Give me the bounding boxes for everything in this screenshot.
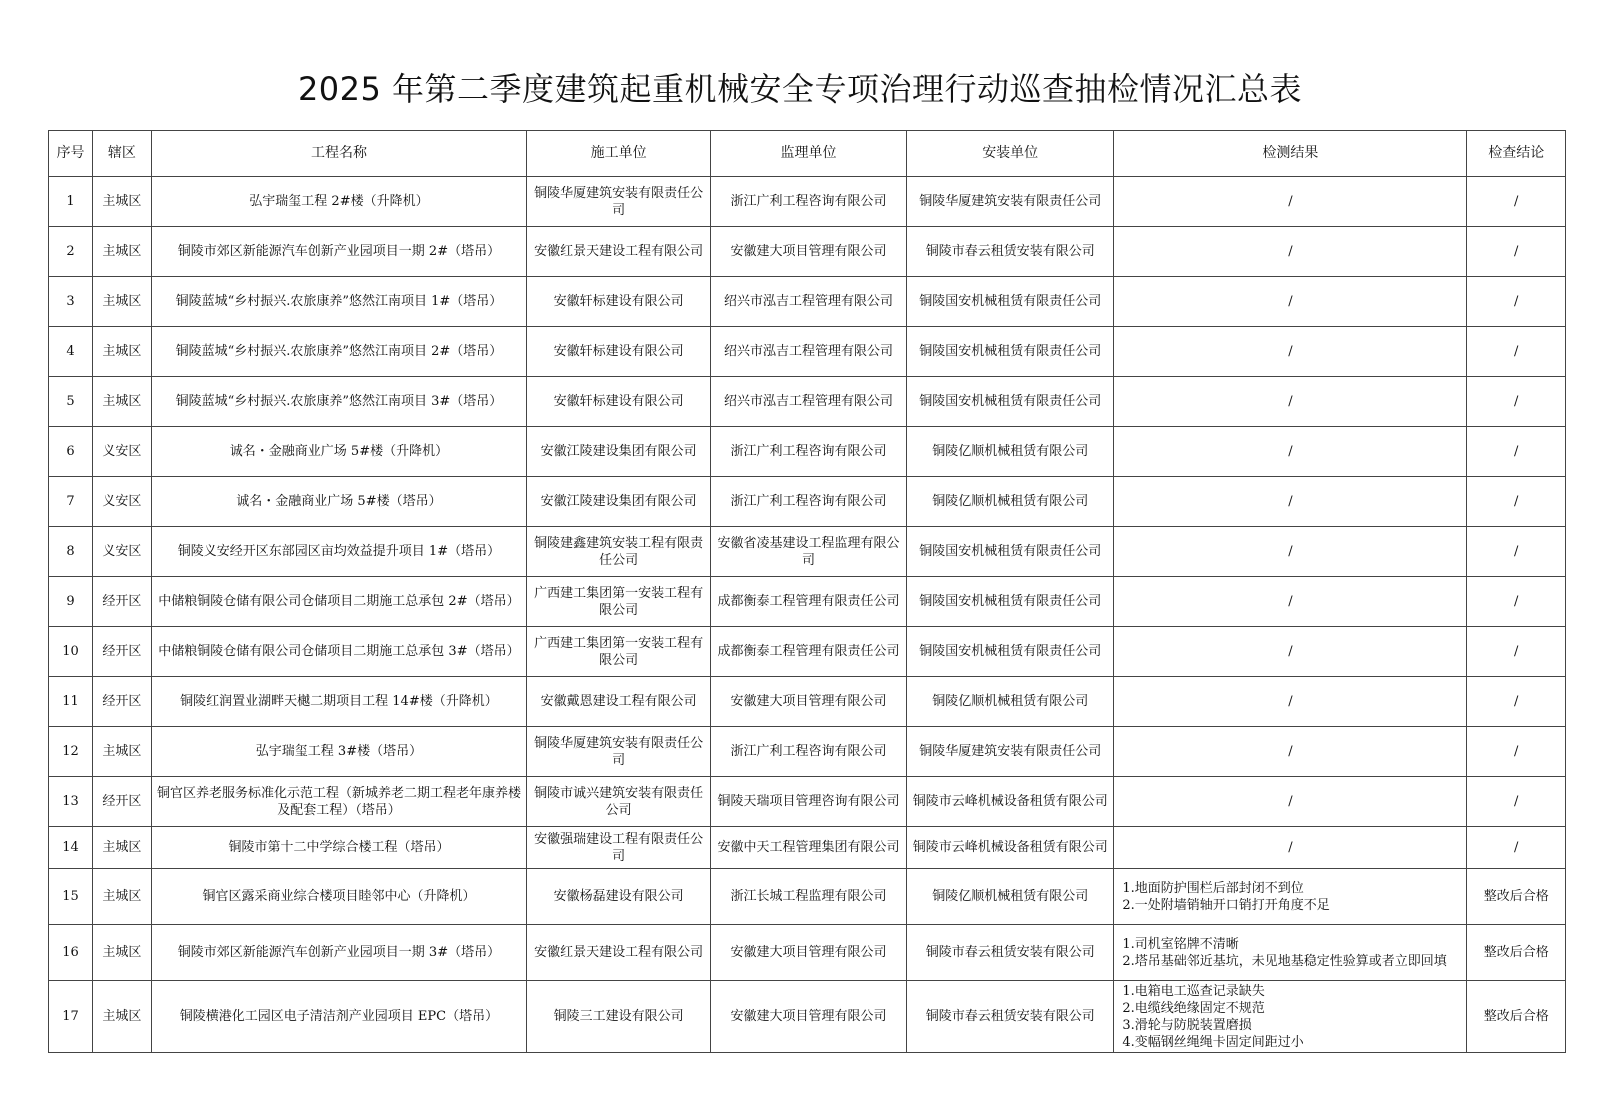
row-supervisor: 安徽省凌基建设工程监理有限公司 — [711, 527, 907, 577]
row-inspection-results: / — [1114, 777, 1467, 827]
row-contractor: 广西建工集团第一安装工程有限公司 — [527, 627, 711, 677]
row-index: 11 — [49, 677, 93, 727]
row-conclusion: / — [1467, 627, 1566, 677]
row-conclusion: / — [1467, 177, 1566, 227]
row-project-name: 铜官区露采商业综合楼项目睦邻中心（升降机） — [151, 869, 527, 925]
row-inspection-results: / — [1114, 277, 1467, 327]
row-conclusion: / — [1467, 777, 1566, 827]
row-index: 7 — [49, 477, 93, 527]
table-row — [49, 377, 1566, 427]
row-supervisor: 浙江广利工程咨询有限公司 — [711, 427, 907, 477]
header-index: 序号 — [49, 131, 93, 177]
table-row — [49, 327, 1566, 377]
table-row — [49, 627, 1566, 677]
result-item: 1.电箱电工巡查记录缺失 — [1122, 983, 1265, 999]
row-district: 主城区 — [93, 327, 152, 377]
table-header — [49, 131, 1566, 177]
result-item: 2.一处附墙销轴开口销打开角度不足 — [1122, 897, 1330, 913]
row-supervisor: 安徽建大项目管理有限公司 — [711, 227, 907, 277]
row-supervisor: 成都衡泰工程管理有限责任公司 — [711, 627, 907, 677]
table-row — [49, 227, 1566, 277]
row-index: 16 — [49, 925, 93, 981]
row-inspection-results: / — [1114, 227, 1467, 277]
row-installer: 铜陵亿顺机械租赁有限公司 — [907, 869, 1114, 925]
result-item: 2.塔吊基础邻近基坑，未见地基稳定性验算或者立即回填 — [1122, 953, 1447, 969]
row-project-name: 铜陵横港化工园区电子清洁剂产业园项目 EPC（塔吊） — [151, 981, 527, 1053]
row-district: 主城区 — [93, 727, 152, 777]
row-project-name: 弘宇瑞玺工程 3#楼（塔吊） — [151, 727, 527, 777]
row-conclusion: / — [1467, 827, 1566, 869]
row-contractor: 安徽轩标建设有限公司 — [527, 277, 711, 327]
row-district: 经开区 — [93, 577, 152, 627]
row-project-name: 铜陵市第十二中学综合楼工程（塔吊） — [151, 827, 527, 869]
row-supervisor: 浙江长城工程监理有限公司 — [711, 869, 907, 925]
row-installer: 铜陵亿顺机械租赁有限公司 — [907, 427, 1114, 477]
table-row — [49, 925, 1566, 981]
table-row — [49, 981, 1566, 1053]
row-supervisor: 浙江广利工程咨询有限公司 — [711, 727, 907, 777]
row-inspection-results: / — [1114, 677, 1467, 727]
row-conclusion: / — [1467, 677, 1566, 727]
header-results: 检测结果 — [1114, 131, 1467, 177]
row-contractor: 安徽强瑞建设工程有限责任公司 — [527, 827, 711, 869]
row-index: 3 — [49, 277, 93, 327]
row-installer: 铜陵市春云租赁安装有限公司 — [907, 227, 1114, 277]
row-contractor: 广西建工集团第一安装工程有限公司 — [527, 577, 711, 627]
row-installer: 铜陵华厦建筑安装有限责任公司 — [907, 727, 1114, 777]
table-row — [49, 477, 1566, 527]
row-district: 主城区 — [93, 227, 152, 277]
row-project-name: 铜陵市郊区新能源汽车创新产业园项目一期 2#（塔吊） — [151, 227, 527, 277]
result-item: 3.滑轮与防脱装置磨损 — [1122, 1017, 1252, 1033]
row-installer: 铜陵华厦建筑安装有限责任公司 — [907, 177, 1114, 227]
row-inspection-results: / — [1114, 727, 1467, 777]
table-row — [49, 277, 1566, 327]
table-row — [49, 177, 1566, 227]
row-index: 2 — [49, 227, 93, 277]
row-installer: 铜陵国安机械租赁有限责任公司 — [907, 277, 1114, 327]
row-index: 14 — [49, 827, 93, 869]
row-contractor: 铜陵华厦建筑安装有限责任公司 — [527, 727, 711, 777]
row-index: 8 — [49, 527, 93, 577]
row-installer: 铜陵市春云租赁安装有限公司 — [907, 925, 1114, 981]
row-district: 主城区 — [93, 177, 152, 227]
header-contractor: 施工单位 — [527, 131, 711, 177]
row-supervisor: 绍兴市泓吉工程管理有限公司 — [711, 377, 907, 427]
row-district: 经开区 — [93, 677, 152, 727]
row-contractor: 安徽杨磊建设有限公司 — [527, 869, 711, 925]
row-project-name: 铜陵市郊区新能源汽车创新产业园项目一期 3#（塔吊） — [151, 925, 527, 981]
row-project-name: 弘宇瑞玺工程 2#楼（升降机） — [151, 177, 527, 227]
row-supervisor: 安徽建大项目管理有限公司 — [711, 981, 907, 1053]
row-supervisor: 安徽建大项目管理有限公司 — [711, 925, 907, 981]
row-supervisor: 浙江广利工程咨询有限公司 — [711, 177, 907, 227]
row-inspection-results: / — [1114, 377, 1467, 427]
row-district: 主城区 — [93, 277, 152, 327]
table-row — [49, 427, 1566, 477]
table-row — [49, 727, 1566, 777]
table-row — [49, 869, 1566, 925]
row-inspection-results: / — [1114, 577, 1467, 627]
table-row — [49, 527, 1566, 577]
row-inspection-results: / — [1114, 427, 1467, 477]
inspection-summary-table — [48, 130, 1566, 1053]
row-project-name: 铜官区养老服务标准化示范工程（新城养老二期工程老年康养楼及配套工程）（塔吊） — [151, 777, 527, 827]
row-district: 主城区 — [93, 377, 152, 427]
row-conclusion: / — [1467, 327, 1566, 377]
row-inspection-results: / — [1114, 627, 1467, 677]
row-index: 6 — [49, 427, 93, 477]
table-row — [49, 777, 1566, 827]
row-inspection-results: / — [1114, 827, 1467, 869]
row-index: 17 — [49, 981, 93, 1053]
row-conclusion: / — [1467, 377, 1566, 427]
header-district: 辖区 — [93, 131, 152, 177]
row-supervisor: 浙江广利工程咨询有限公司 — [711, 477, 907, 527]
row-conclusion: / — [1467, 227, 1566, 277]
row-supervisor: 铜陵天瑞项目管理咨询有限公司 — [711, 777, 907, 827]
row-contractor: 安徽红景天建设工程有限公司 — [527, 227, 711, 277]
row-contractor: 铜陵华厦建筑安装有限责任公司 — [527, 177, 711, 227]
row-contractor: 安徽红景天建设工程有限公司 — [527, 925, 711, 981]
row-district: 经开区 — [93, 627, 152, 677]
row-project-name: 中储粮铜陵仓储有限公司仓储项目二期施工总承包 3#（塔吊） — [151, 627, 527, 677]
row-project-name: 铜陵蓝城“乡村振兴.农旅康养”悠然江南项目 3#（塔吊） — [151, 377, 527, 427]
row-conclusion: 整改后合格 — [1467, 869, 1566, 925]
row-index: 15 — [49, 869, 93, 925]
row-installer: 铜陵亿顺机械租赁有限公司 — [907, 677, 1114, 727]
row-district: 义安区 — [93, 527, 152, 577]
row-installer: 铜陵国安机械租赁有限责任公司 — [907, 377, 1114, 427]
table-row — [49, 827, 1566, 869]
row-contractor: 铜陵三工建设有限公司 — [527, 981, 711, 1053]
row-index: 12 — [49, 727, 93, 777]
row-project-name: 诚名・金融商业广场 5#楼（升降机） — [151, 427, 527, 477]
header-row — [49, 131, 1566, 177]
row-conclusion: / — [1467, 477, 1566, 527]
row-project-name: 铜陵蓝城“乡村振兴.农旅康养”悠然江南项目 2#（塔吊） — [151, 327, 527, 377]
row-installer: 铜陵亿顺机械租赁有限公司 — [907, 477, 1114, 527]
result-item: 4.变幅钢丝绳绳卡固定间距过小 — [1122, 1034, 1304, 1050]
row-contractor: 安徽轩标建设有限公司 — [527, 377, 711, 427]
row-supervisor: 绍兴市泓吉工程管理有限公司 — [711, 277, 907, 327]
result-item: 1.司机室铭牌不清晰 — [1122, 936, 1239, 952]
header-supervisor: 监理单位 — [711, 131, 907, 177]
row-project-name: 中储粮铜陵仓储有限公司仓储项目二期施工总承包 2#（塔吊） — [151, 577, 527, 627]
row-district: 主城区 — [93, 827, 152, 869]
row-inspection-results — [1114, 981, 1467, 1053]
result-item: 1.地面防护围栏后部封闭不到位 — [1122, 880, 1304, 896]
row-district: 主城区 — [93, 925, 152, 981]
row-supervisor: 安徽中天工程管理集团有限公司 — [711, 827, 907, 869]
row-index: 10 — [49, 627, 93, 677]
row-district: 义安区 — [93, 427, 152, 477]
row-contractor: 安徽江陵建设集团有限公司 — [527, 477, 711, 527]
row-project-name: 铜陵义安经开区东部园区亩均效益提升项目 1#（塔吊） — [151, 527, 527, 577]
row-contractor: 安徽江陵建设集团有限公司 — [527, 427, 711, 477]
row-project-name: 铜陵红润置业湖畔天樾二期项目工程 14#楼（升降机） — [151, 677, 527, 727]
row-index: 5 — [49, 377, 93, 427]
row-index: 9 — [49, 577, 93, 627]
row-conclusion: / — [1467, 727, 1566, 777]
row-conclusion: 整改后合格 — [1467, 981, 1566, 1053]
row-contractor: 铜陵建鑫建筑安装工程有限责任公司 — [527, 527, 711, 577]
row-district: 经开区 — [93, 777, 152, 827]
row-supervisor: 绍兴市泓吉工程管理有限公司 — [711, 327, 907, 377]
row-installer: 铜陵国安机械租赁有限责任公司 — [907, 327, 1114, 377]
row-inspection-results — [1114, 925, 1467, 981]
row-installer: 铜陵市云峰机械设备租赁有限公司 — [907, 827, 1114, 869]
row-installer: 铜陵市春云租赁安装有限公司 — [907, 981, 1114, 1053]
row-contractor: 安徽戴恩建设工程有限公司 — [527, 677, 711, 727]
row-project-name: 铜陵蓝城“乡村振兴.农旅康养”悠然江南项目 1#（塔吊） — [151, 277, 527, 327]
row-installer: 铜陵国安机械租赁有限责任公司 — [907, 627, 1114, 677]
results-list — [1122, 983, 1462, 1051]
header-installer: 安装单位 — [907, 131, 1114, 177]
table-body — [49, 177, 1566, 1053]
header-conclusion: 检查结论 — [1467, 131, 1566, 177]
row-conclusion: 整改后合格 — [1467, 925, 1566, 981]
row-index: 4 — [49, 327, 93, 377]
row-contractor: 铜陵市诚兴建筑安装有限责任公司 — [527, 777, 711, 827]
row-project-name: 诚名・金融商业广场 5#楼（塔吊） — [151, 477, 527, 527]
row-installer: 铜陵国安机械租赁有限责任公司 — [907, 527, 1114, 577]
row-district: 主城区 — [93, 869, 152, 925]
row-district: 主城区 — [93, 981, 152, 1053]
row-inspection-results: / — [1114, 177, 1467, 227]
row-supervisor: 成都衡泰工程管理有限责任公司 — [711, 577, 907, 627]
row-conclusion: / — [1467, 427, 1566, 477]
row-inspection-results: / — [1114, 477, 1467, 527]
results-list — [1122, 880, 1462, 914]
row-supervisor: 安徽建大项目管理有限公司 — [711, 677, 907, 727]
document-title: 2025 年第二季度建筑起重机械安全专项治理行动巡查抽检情况汇总表 — [297, 70, 1303, 109]
row-conclusion: / — [1467, 577, 1566, 627]
row-inspection-results — [1114, 869, 1467, 925]
header-project: 工程名称 — [151, 131, 527, 177]
row-contractor: 安徽轩标建设有限公司 — [527, 327, 711, 377]
row-installer: 铜陵市云峰机械设备租赁有限公司 — [907, 777, 1114, 827]
row-index: 1 — [49, 177, 93, 227]
result-item: 2.电缆线绝缘固定不规范 — [1122, 1000, 1265, 1016]
row-conclusion: / — [1467, 277, 1566, 327]
table-row — [49, 677, 1566, 727]
row-inspection-results: / — [1114, 327, 1467, 377]
row-index: 13 — [49, 777, 93, 827]
row-conclusion: / — [1467, 527, 1566, 577]
row-inspection-results: / — [1114, 527, 1467, 577]
row-district: 义安区 — [93, 477, 152, 527]
row-installer: 铜陵国安机械租赁有限责任公司 — [907, 577, 1114, 627]
results-list — [1122, 936, 1462, 970]
table-row — [49, 577, 1566, 627]
